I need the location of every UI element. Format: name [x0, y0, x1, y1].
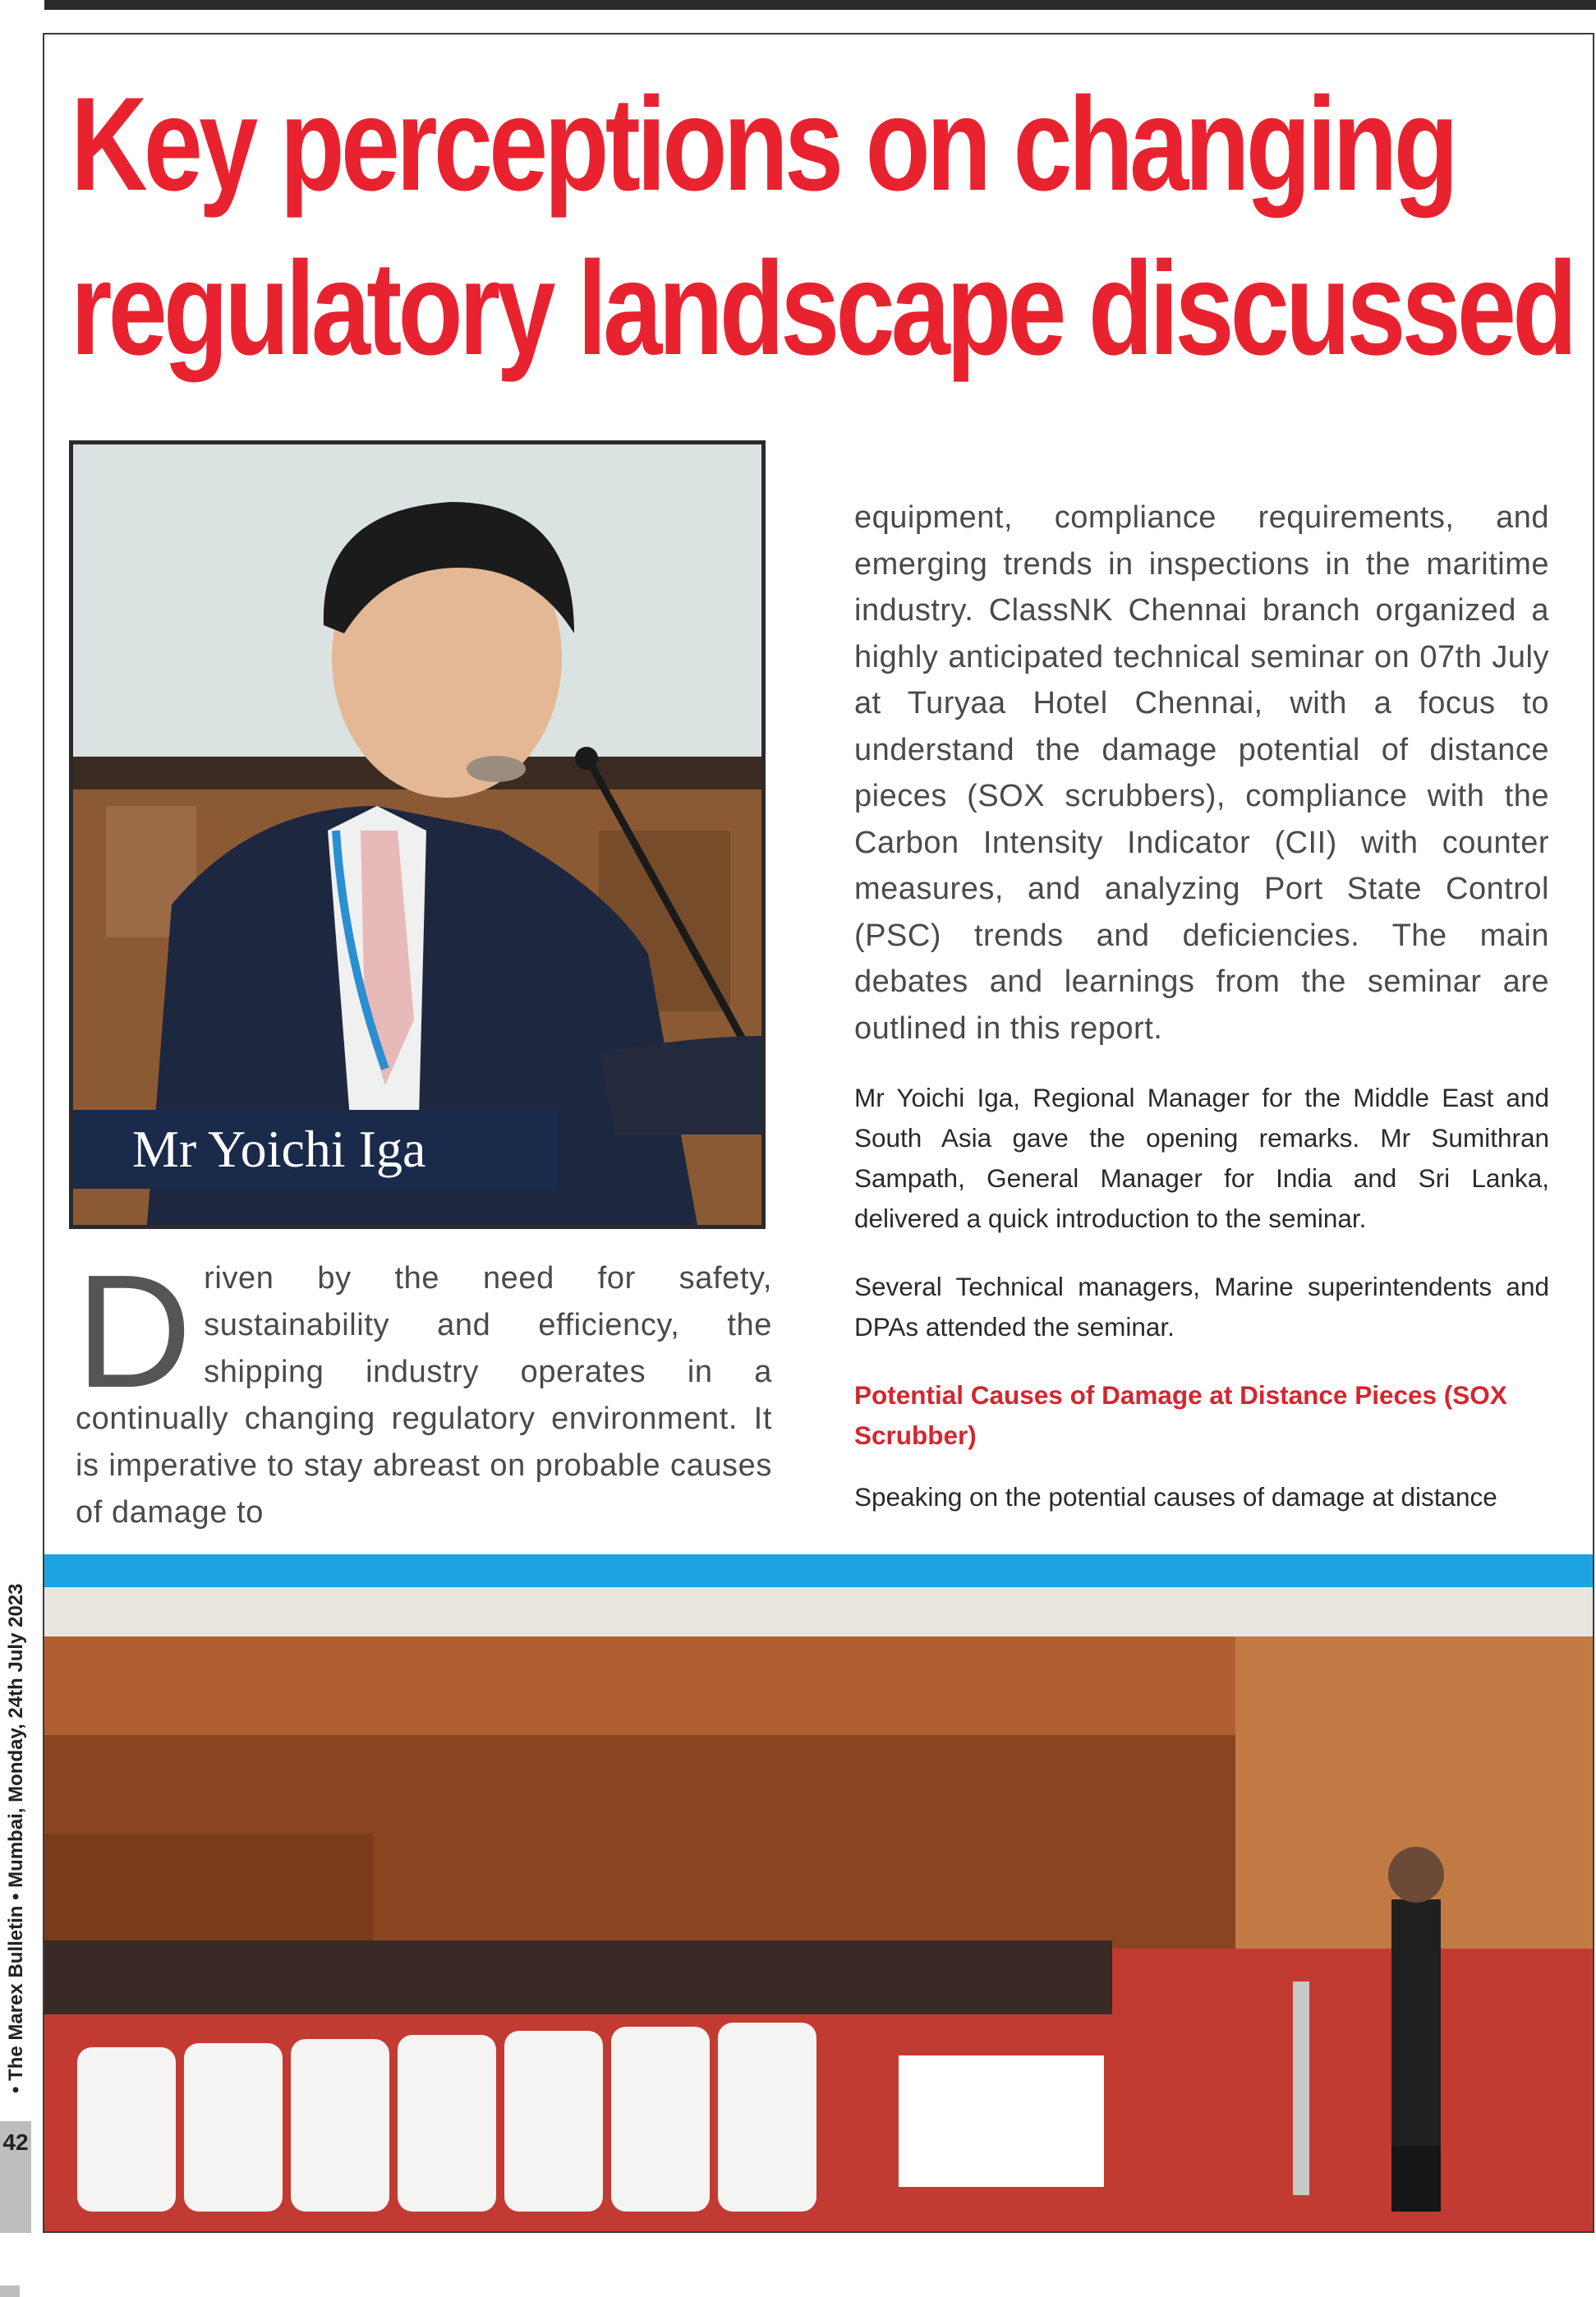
paragraph-attendees: Several Technical managers, Marine superintendents and DPAs attended the seminar.: [854, 1272, 1549, 1342]
drop-cap: D: [76, 1241, 193, 1421]
top-rule: [44, 0, 1596, 10]
headline: [71, 62, 1574, 391]
intro-text: riven by the need for safety, sustainability and efficiency, the shipping industry operates in a continually changing regulatory environment. It is imperative to stay abreast on probable causes of damage to: [76, 1261, 772, 1530]
paragraph-opening-remarks: Mr Yoichi Iga, Regional Manager for the Middle East and South Asia gave the opening remarks. Mr Sumithran Sampath, General Manager for India and Sri Lanka, delivered a quick introduction to the seminar.: [854, 1083, 1549, 1233]
intro-paragraph: [76, 1241, 772, 1536]
portrait-caption: Mr Yoichi Iga: [73, 1110, 558, 1189]
headline-line-1: Key perceptions on changing: [71, 70, 1456, 219]
seminar-photo: [44, 1587, 1593, 2231]
page-number: 42: [2, 2129, 29, 2155]
portrait-image: [73, 444, 761, 1225]
blue-divider-band: [44, 1554, 1593, 1587]
publication-line: • The Marex Bulletin • Mumbai, Monday, 24th July 2023: [5, 1583, 27, 2093]
headline-line-2: regulatory landscape discussed: [71, 234, 1574, 383]
paragraph-speaking: Speaking on the potential causes of damage at distance: [854, 1482, 1497, 1512]
section-subheading: Potential Causes of Damage at Distance Pieces (SOX Scrubber): [854, 1380, 1507, 1450]
seminar-image: [44, 1587, 1593, 2231]
lead-continuation: equipment, compliance requirements, and emerging trends in inspections in the maritime industry. ClassNK Chennai branch organized a highly anticipated technical seminar on 07th July at Turyaa Hotel Chennai, with a focus to understand the damage potential of distance pieces (SOX scrubbers), compliance with the Carbon Intensity Indicator (CII) with counter measures, and analyzing Port State Control (PSC) trends and deficiencies. The main debates and learnings from the seminar are outlined in this report.: [854, 500, 1549, 1046]
portrait-photo: [69, 440, 766, 1229]
page-number-tab: [0, 2121, 31, 2233]
bottom-margin-mark: [0, 2285, 20, 2297]
